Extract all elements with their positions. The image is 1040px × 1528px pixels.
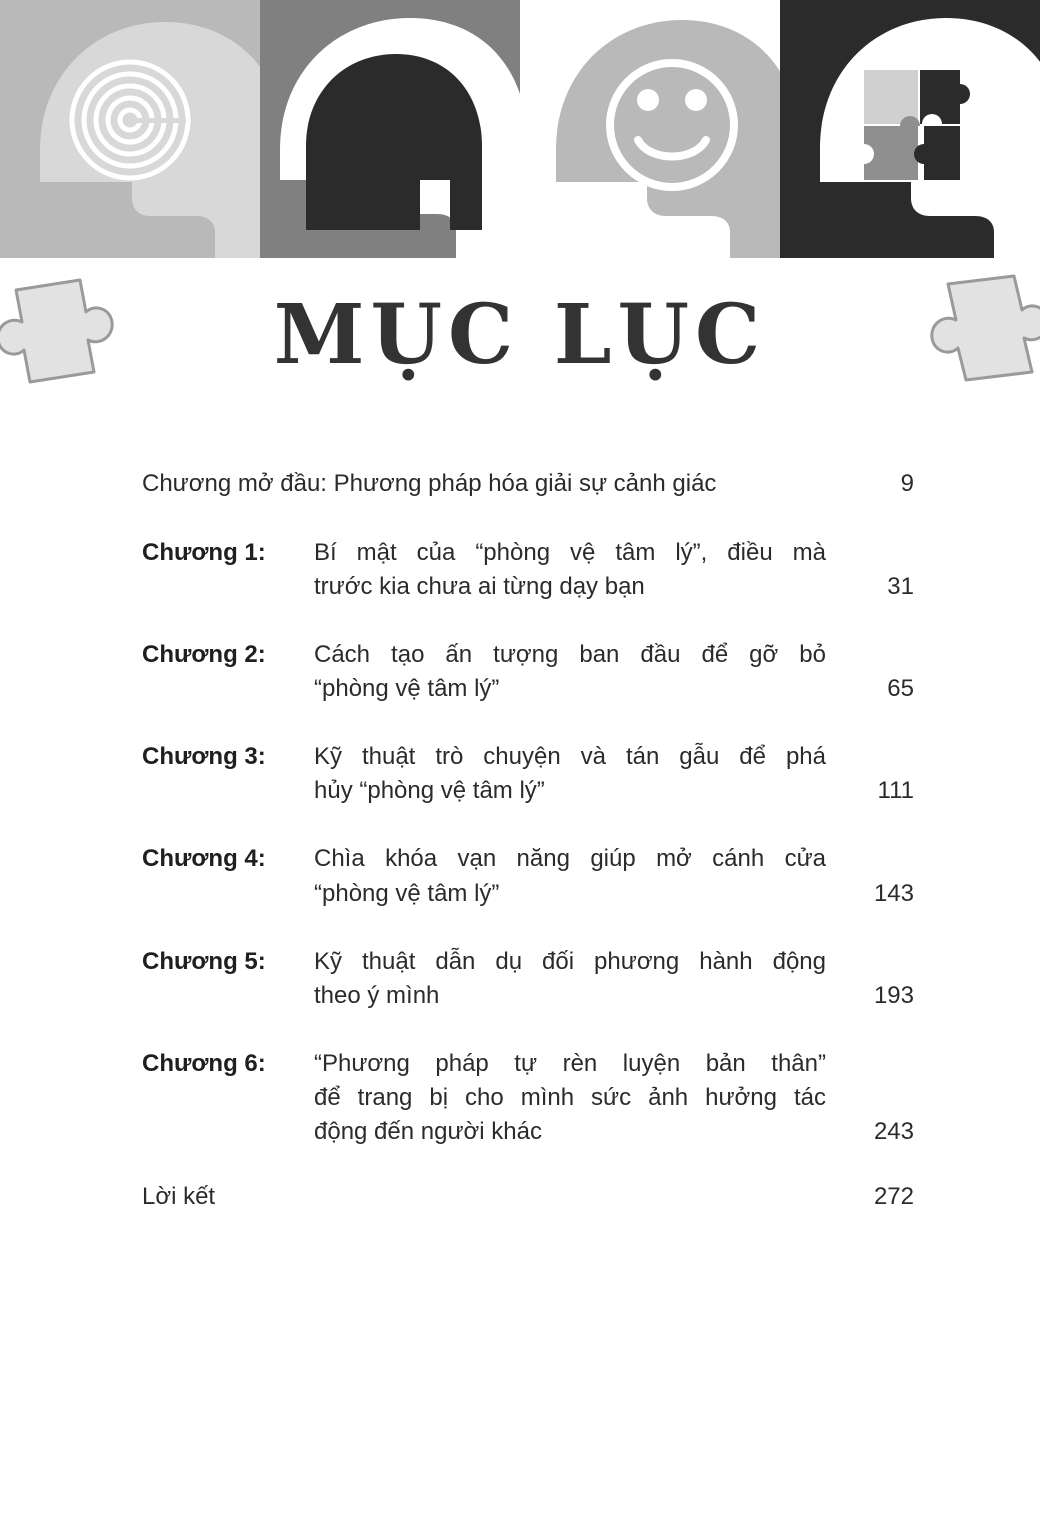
toc-entry-chapter-4[interactable] [142,842,914,910]
head-panel-spiral [0,0,260,258]
toc-entry-line: Chìa khóa vạn năng giúp mở cánh cửa [314,845,826,873]
toc-entry-chapter-2[interactable] [142,638,914,706]
smiley-head-icon [520,0,780,258]
table-of-contents [142,470,914,1249]
toc-entry-label: Chương 3: [142,743,266,771]
head-panel-puzzle [780,0,1040,258]
toc-entry-line: “phòng vệ tâm lý” [314,675,500,703]
toc-entry-page: 272 [873,1183,914,1211]
toc-entry-line: trước kia chưa ai từng dạy bạn [314,573,645,601]
toc-entry-line: Kỹ thuật trò chuyện và tán gẫu để phá [314,743,826,771]
toc-entry-page: 65 [887,675,914,703]
spiral-head-icon [0,0,260,258]
toc-entry-page: 243 [873,1117,914,1145]
toc-entry-epilogue[interactable] [142,1183,914,1211]
toc-entry-line: theo ý mình [314,981,440,1009]
toc-entry-intro[interactable] [142,470,914,498]
title-zone [0,258,1040,448]
toc-entry-chapter-5[interactable] [142,945,914,1013]
header-illustration-band [0,0,1040,258]
toc-entry-line: Cách tạo ấn tượng ban đầu để gỡ bỏ [314,641,826,669]
toc-entry-body [314,740,914,808]
toc-entry-chapter-1[interactable] [142,536,914,604]
toc-entry-page: 31 [887,573,914,601]
toc-entry-page: 143 [873,879,914,907]
toc-entry-line: động đến người khác [314,1117,542,1145]
toc-entry-body [314,945,914,1013]
toc-entry-line: Bí mật của “phòng vệ tâm lý”, điều mà [314,539,826,566]
toc-entry-body [314,638,914,706]
toc-entry-label: Chương 2: [142,641,266,669]
toc-entry-label: Chương 1: [142,539,266,566]
toc-entry-line: hủy “phòng vệ tâm lý” [314,777,545,805]
head-panel-silhouette [260,0,520,258]
toc-entry-chapter-3[interactable] [142,740,914,808]
puzzle-head-icon [780,0,1040,258]
dark-head-icon [260,0,520,258]
toc-entry-body [314,536,914,604]
toc-entry-body [314,1047,914,1149]
toc-entry-page: 193 [873,981,914,1009]
toc-entry-label: Chương 4: [142,845,266,873]
toc-entry-page: 9 [900,470,914,497]
head-panel-smiley [520,0,780,258]
toc-entry-page: 111 [877,777,914,805]
toc-entry-line: “Phương pháp tự rèn luyện bản thân” [314,1049,826,1077]
toc-entry-label: Chương 5: [142,947,266,975]
toc-entry-label: Chương 6: [142,1049,266,1077]
toc-entry-title: Chương mở đầu: Phương pháp hóa giải sự cảnh giác [142,470,717,497]
page-title: MỤC LỤC [273,287,767,383]
toc-entry-body [314,842,914,910]
toc-entry-line: Kỹ thuật dẫn dụ đối phương hành động [314,947,826,975]
toc-entry-line: “phòng vệ tâm lý” [314,879,500,907]
toc-entry-title: Lời kết [142,1183,216,1211]
toc-entry-chapter-6[interactable] [142,1047,914,1149]
toc-entry-line: để trang bị cho mình sức ảnh hưởng tác [314,1083,826,1111]
puzzle-piece-right-icon [892,270,1040,420]
